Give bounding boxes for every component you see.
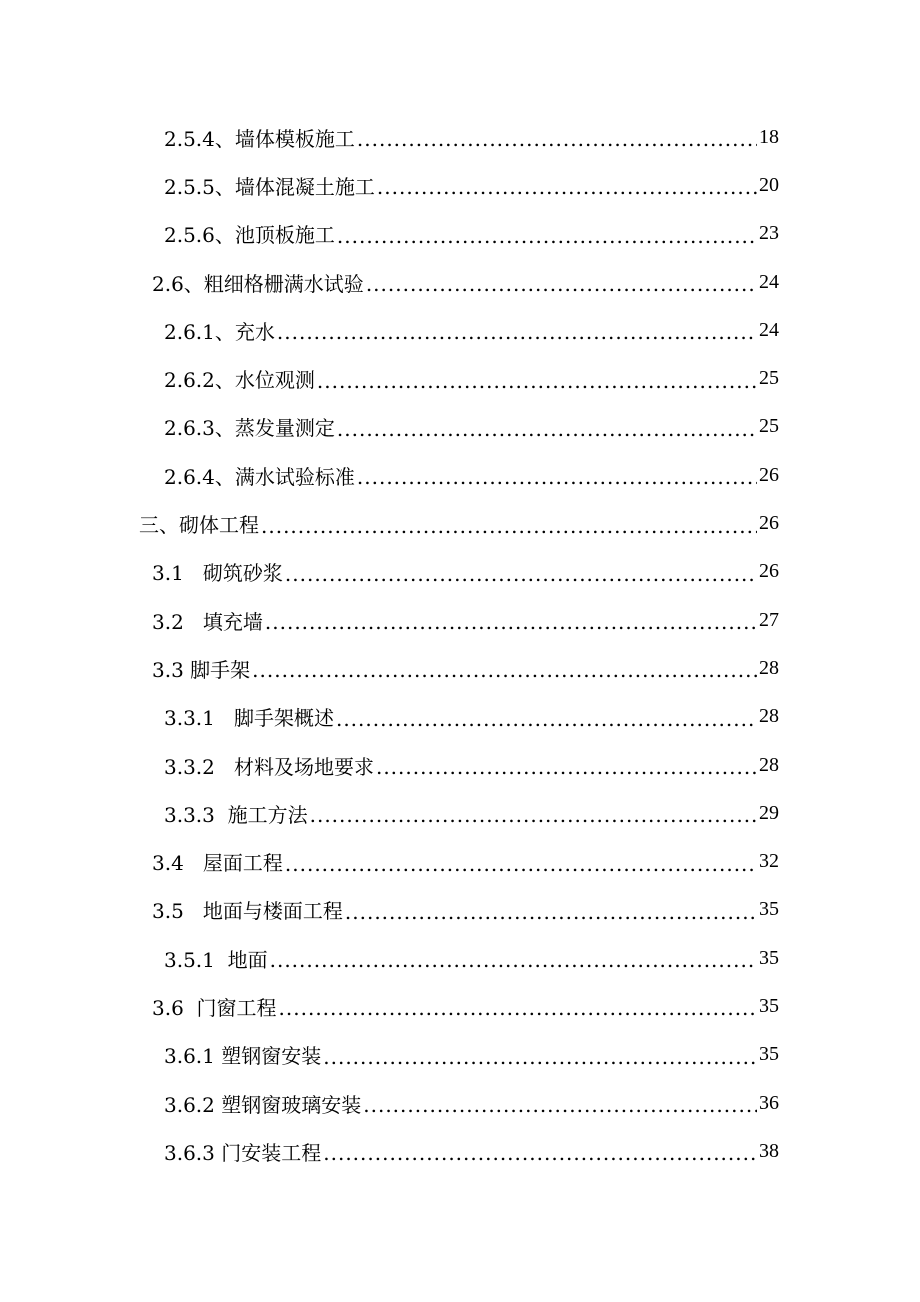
toc-dot-leader — [357, 129, 757, 149]
toc-entry[interactable] — [0, 644, 920, 692]
toc-entry-page-number: 35 — [759, 898, 779, 921]
toc-entry[interactable] — [0, 1031, 920, 1079]
toc-dot-leader — [323, 1047, 757, 1067]
toc-dot-leader — [323, 1143, 757, 1163]
toc-entry[interactable] — [0, 934, 920, 982]
toc-entry-page-number: 24 — [759, 270, 779, 293]
toc-entry-page-number: 29 — [759, 801, 779, 824]
toc-entry-title: 3.6.3 门安装工程 — [164, 1140, 322, 1165]
toc-entry[interactable] — [0, 161, 920, 209]
toc-entry-page-number: 27 — [759, 608, 779, 631]
toc-entry[interactable] — [0, 596, 920, 644]
table-of-contents — [0, 113, 920, 1176]
toc-dot-leader — [317, 371, 757, 391]
toc-entry-page-number: 20 — [759, 173, 779, 196]
toc-entry-page-number: 23 — [759, 222, 779, 245]
toc-entry-title: 2.5.5、墙体混凝土施工 — [164, 174, 375, 199]
toc-entry-page-number: 35 — [759, 1043, 779, 1066]
toc-entry-page-number: 25 — [759, 415, 779, 438]
toc-entry-title: 3.3.3 施工方法 — [164, 802, 308, 827]
toc-entry-title: 3.6.2 塑钢窗玻璃安装 — [164, 1092, 362, 1117]
toc-dot-leader — [345, 902, 757, 922]
toc-entry[interactable] — [0, 499, 920, 547]
toc-entry[interactable] — [0, 693, 920, 741]
toc-dot-leader — [285, 854, 757, 874]
toc-entry-title: 2.6.3、蒸发量测定 — [164, 416, 335, 441]
toc-entry[interactable] — [0, 1079, 920, 1127]
toc-entry-page-number: 28 — [759, 705, 779, 728]
toc-entry-title: 3.3.1 脚手架概述 — [164, 706, 334, 731]
toc-dot-leader — [366, 274, 757, 294]
toc-entry[interactable] — [0, 982, 920, 1030]
toc-entry-page-number: 26 — [759, 463, 779, 486]
toc-entry[interactable] — [0, 548, 920, 596]
toc-entry-title: 3.2 填充墙 — [152, 609, 263, 634]
toc-dot-leader — [285, 564, 757, 584]
toc-entry-title: 3.4 屋面工程 — [152, 851, 283, 876]
toc-dot-leader — [337, 419, 757, 439]
toc-entry-page-number: 25 — [759, 367, 779, 390]
toc-dot-leader — [336, 709, 757, 729]
toc-dot-leader — [377, 177, 757, 197]
toc-entry[interactable] — [0, 741, 920, 789]
toc-entry[interactable] — [0, 210, 920, 258]
toc-entry-page-number: 28 — [759, 656, 779, 679]
toc-entry-title: 2.5.4、墙体模板施工 — [164, 126, 355, 151]
toc-entry[interactable] — [0, 306, 920, 354]
toc-entry-title: 3.3.2 材料及场地要求 — [164, 754, 374, 779]
toc-entry-title: 2.5.6、池顶板施工 — [164, 223, 335, 248]
toc-entry-title: 3.5.1 地面 — [164, 947, 268, 972]
toc-entry-title: 2.6、粗细格栅满水试验 — [152, 271, 364, 296]
toc-dot-leader — [376, 757, 757, 777]
toc-entry-title: 3.1 砌筑砂浆 — [152, 561, 283, 586]
toc-entry-page-number: 28 — [759, 753, 779, 776]
toc-entry-title: 3.5 地面与楼面工程 — [152, 899, 343, 924]
toc-dot-leader — [337, 226, 757, 246]
toc-entry-page-number: 24 — [759, 318, 779, 341]
toc-entry-page-number: 38 — [759, 1139, 779, 1162]
toc-entry[interactable] — [0, 113, 920, 161]
toc-dot-leader — [261, 516, 757, 536]
toc-entry-title: 3.6.1 塑钢窗安装 — [164, 1044, 322, 1069]
toc-entry-page-number: 32 — [759, 850, 779, 873]
toc-dot-leader — [310, 805, 757, 825]
toc-entry-title: 2.6.4、满水试验标准 — [164, 464, 355, 489]
toc-dot-leader — [265, 612, 757, 632]
toc-dot-leader — [357, 467, 757, 487]
toc-dot-leader — [363, 1095, 757, 1115]
toc-dot-leader — [277, 322, 757, 342]
toc-entry[interactable] — [0, 1127, 920, 1175]
toc-entry-page-number: 35 — [759, 994, 779, 1017]
toc-entry-page-number: 18 — [759, 125, 779, 148]
toc-entry-title: 3.3 脚手架 — [152, 657, 251, 682]
toc-entry-title: 3.6 门窗工程 — [152, 995, 277, 1020]
toc-entry-page-number: 35 — [759, 946, 779, 969]
toc-entry[interactable] — [0, 837, 920, 885]
toc-entry-title: 2.6.1、充水 — [164, 319, 275, 344]
toc-entry[interactable] — [0, 403, 920, 451]
toc-entry[interactable] — [0, 451, 920, 499]
toc-entry-page-number: 26 — [759, 512, 779, 535]
toc-entry[interactable] — [0, 789, 920, 837]
toc-dot-leader — [252, 660, 757, 680]
toc-dot-leader — [270, 950, 757, 970]
toc-entry-title: 三、砌体工程 — [139, 513, 259, 538]
toc-entry[interactable] — [0, 354, 920, 402]
toc-entry[interactable] — [0, 258, 920, 306]
toc-entry-page-number: 26 — [759, 560, 779, 583]
toc-entry-page-number: 36 — [759, 1091, 779, 1114]
toc-entry[interactable] — [0, 886, 920, 934]
toc-entry-title: 2.6.2、水位观测 — [164, 368, 315, 393]
toc-dot-leader — [279, 998, 757, 1018]
